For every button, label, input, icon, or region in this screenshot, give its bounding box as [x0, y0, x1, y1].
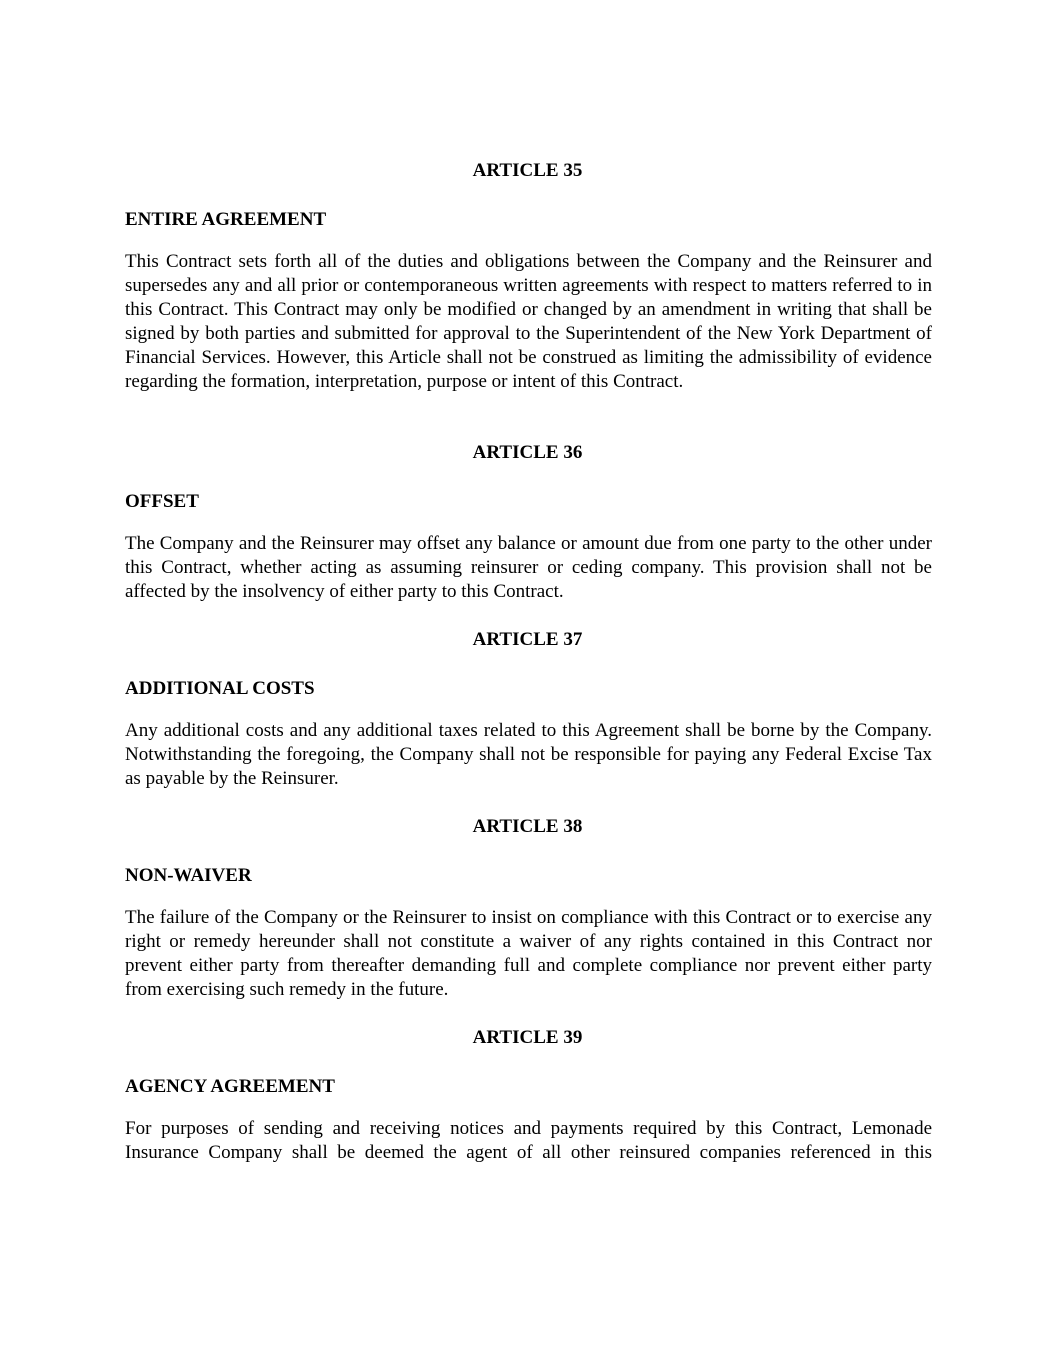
article-39-title: AGENCY AGREEMENT — [125, 1076, 335, 1097]
article-39-number: ARTICLE 39 — [472, 1027, 583, 1048]
article-37-title: ADDITIONAL COSTS — [125, 678, 315, 699]
article-36-body: The Company and the Reinsurer may offset any balance or amount due from one party to the other under this Contract, whether acting as assuming reinsurer or ceding company. This provision shall not be affected by the insolvency of either party to this Contract. — [125, 533, 932, 602]
article-35-title: ENTIRE AGREEMENT — [125, 209, 327, 230]
article-36-title: OFFSET — [125, 491, 199, 512]
article-35-body: This Contract sets forth all of the duties and obligations between the Company and the Reinsurer and supersedes any and all prior or contemporaneous written agreements with respect to matters referred to in this Contract. This Contract may only be modified or changed by an amendment in writing that shall be signed by both parties and submitted for approval to the Superintendent of the New York Department of Financial Services. However, this Article shall not be construed as limiting the admissibility of evidence regarding the formation, interpretation, purpose or intent of this Contract. — [125, 251, 932, 392]
article-37-body: Any additional costs and any additional taxes related to this Agreement shall be borne by the Company. Notwithstanding the foregoing, the Company shall not be responsible for paying any Federal Excise Tax as payable by the Reinsurer. — [125, 720, 932, 789]
article-37-number: ARTICLE 37 — [472, 629, 583, 650]
article-38-body: The failure of the Company or the Reinsurer to insist on compliance with this Contract or to exercise any right or remedy hereunder shall not constitute a waiver of any rights contained in this Contract nor prevent either party from thereafter demanding full and complete compliance nor prevent either party from exercising such remedy in the future. — [125, 907, 932, 1000]
article-38-title: NON-WAIVER — [125, 865, 252, 886]
article-36-number: ARTICLE 36 — [472, 442, 583, 463]
article-38-number: ARTICLE 38 — [472, 816, 583, 837]
article-39-body: For purposes of sending and receiving notices and payments required by this Contract, Lemonade Insurance Company shall be deemed the agent of all other reinsured companies referenced in this — [125, 1118, 932, 1163]
article-35-number: ARTICLE 35 — [472, 160, 583, 181]
